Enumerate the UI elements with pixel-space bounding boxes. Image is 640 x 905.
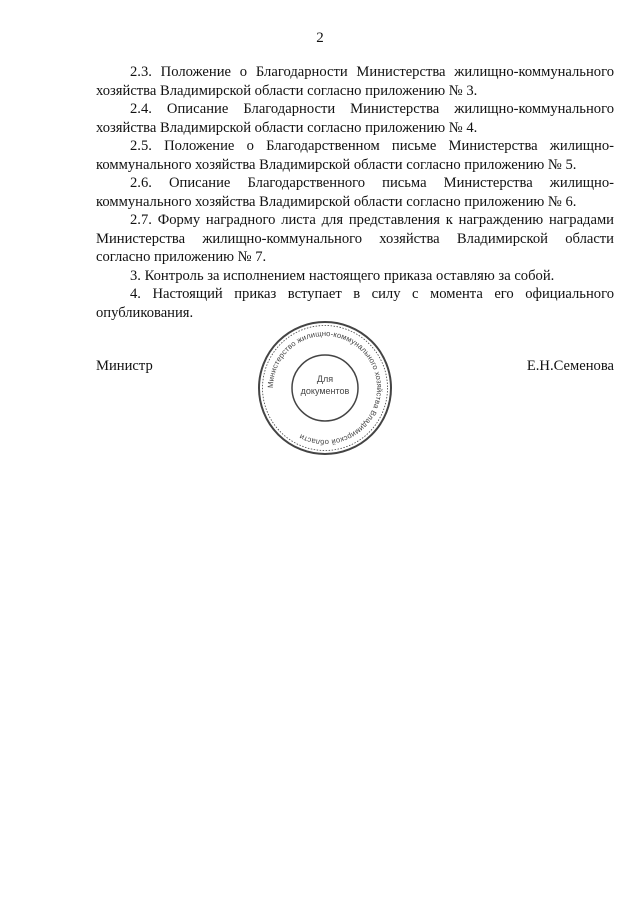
official-stamp [255, 318, 395, 458]
signature-name: Е.Н.Семенова [526, 358, 614, 374]
signature-position: Министр [96, 358, 153, 374]
paragraph-2-7: 2.7. Форму наградного листа для представления к награждению наградами Министерства жилищно-коммунального хозяйства Владимирской области согласно приложению № 7. [96, 212, 614, 265]
page-number: 2 [316, 30, 324, 46]
stamp-ring-text: Министерство жилищно-коммунального хозяйства Владимирской области [265, 328, 385, 448]
stamp-center-line1: Для [316, 374, 334, 384]
document-body [96, 63, 614, 322]
paragraph-3: 3. Контроль за исполнением настоящего приказа оставляю за собой. [130, 267, 555, 284]
paragraph-2-4: 2.4. Описание Благодарности Министерства жилищно-коммунального хозяйства Владимирской области согласно приложению № 4. [96, 101, 614, 136]
paragraph-2-6: 2.6. Описание Благодарственного письма Министерства жилищно-коммунального хозяйства Владимирской области согласно приложению № 6. [96, 175, 614, 210]
stamp-seal-icon [255, 318, 395, 458]
stamp-center-line2: документов [300, 386, 350, 396]
paragraph-2-3: 2.3. Положение о Благодарности Министерства жилищно-коммунального хозяйства Владимирской области согласно приложению № 3. [96, 64, 614, 99]
paragraph-4: 4. Настоящий приказ вступает в силу с момента его официального опубликования. [96, 286, 614, 321]
paragraph-2-5: 2.5. Положение о Благодарственном письме Министерства жилищно-коммунального хозяйства Владимирской области согласно приложению № 5. [96, 138, 614, 173]
